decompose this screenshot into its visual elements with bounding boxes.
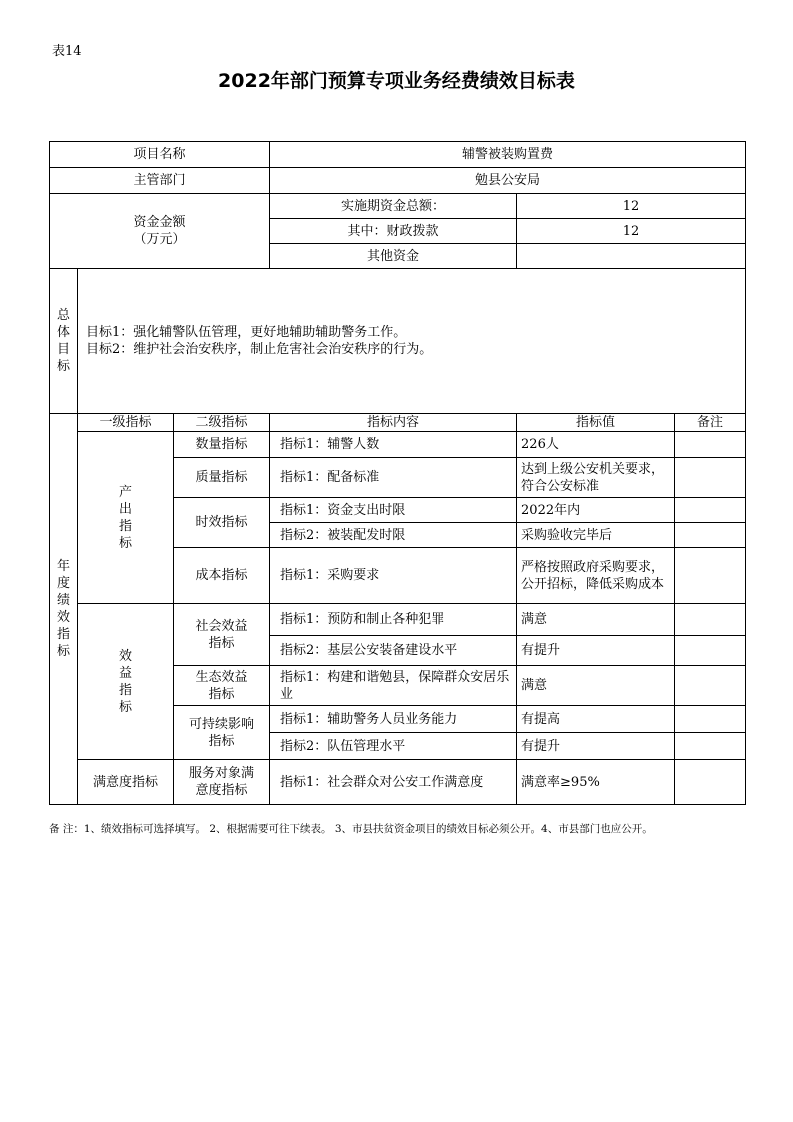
header-value: 指标值 xyxy=(517,414,675,432)
sustain-value-2: 有提升 xyxy=(517,733,675,760)
project-name-label: 项目名称 xyxy=(50,142,270,168)
annual-indicators-label-text: 年度绩效指标 xyxy=(56,559,70,659)
ecology-note xyxy=(675,666,746,706)
project-name-value: 辅警被装购置费 xyxy=(270,142,746,168)
header-content: 指标内容 xyxy=(270,414,517,432)
sustain-note-2 xyxy=(675,733,746,760)
performance-table xyxy=(49,141,746,805)
overall-goals-label-text: 总体目标 xyxy=(56,308,70,374)
table-number: 表14 xyxy=(52,44,82,59)
service-satisfaction-indicator: 服务对象满意度指标 xyxy=(174,760,270,805)
overall-goals-label xyxy=(50,269,78,414)
header-level1: 一级指标 xyxy=(78,414,174,432)
cost-note xyxy=(675,548,746,604)
ecology-value: 满意 xyxy=(517,666,675,706)
funds-unit: （万元） xyxy=(133,232,186,247)
satisfaction-indicator-label: 满意度指标 xyxy=(78,760,174,805)
quantity-indicator: 数量指标 xyxy=(174,432,270,458)
sustainability-indicator: 可持续影响指标 xyxy=(174,706,270,760)
social-benefit-indicator: 社会效益指标 xyxy=(174,604,270,666)
funds-label: 资金金额 xyxy=(133,215,186,230)
benefit-indicator-label xyxy=(78,604,174,760)
social-note-2 xyxy=(675,636,746,666)
funds-label-cell xyxy=(50,194,270,269)
header-note: 备注 xyxy=(675,414,746,432)
output-indicator-label xyxy=(78,432,174,604)
social-note-1 xyxy=(675,604,746,636)
dept-label: 主管部门 xyxy=(50,168,270,194)
service-value: 满意率≥95% xyxy=(517,760,675,805)
footnote: 备 注：1、绩效指标可选择填写。 2、根据需要可往下续表。 3、市县扶贫资金项目的绩效目标必须公开。4、市县部门也应公开。 xyxy=(49,823,653,835)
timeliness-note-1 xyxy=(675,498,746,523)
total-funds-label: 实施期资金总额： xyxy=(270,194,517,219)
service-note xyxy=(675,760,746,805)
sustain-content-1: 指标1：辅助警务人员业务能力 xyxy=(270,706,517,733)
fiscal-funds-value: 12 xyxy=(517,219,746,244)
service-content: 指标1：社会群众对公安工作满意度 xyxy=(270,760,517,805)
other-funds-value xyxy=(517,244,746,269)
goal-2: 目标2：维护社会治安秩序，制止危害社会治安秩序的行为。 xyxy=(86,342,433,357)
page-title: 2022年部门预算专项业务经费绩效目标表 xyxy=(218,70,575,92)
annual-indicators-label xyxy=(50,414,78,805)
benefit-indicator-label-text: 效益指标 xyxy=(118,648,132,715)
quantity-content: 指标1：辅警人数 xyxy=(270,432,517,458)
timeliness-value-1: 2022年内 xyxy=(517,498,675,523)
total-funds-value: 12 xyxy=(517,194,746,219)
quantity-note xyxy=(675,432,746,458)
ecology-benefit-indicator: 生态效益指标 xyxy=(174,666,270,706)
quantity-value: 226人 xyxy=(517,432,675,458)
cost-indicator: 成本指标 xyxy=(174,548,270,604)
timeliness-note-2 xyxy=(675,523,746,548)
quality-value: 达到上级公安机关要求，符合公安标准 xyxy=(517,458,675,498)
social-content-1: 指标1：预防和制止各种犯罪 xyxy=(270,604,517,636)
timeliness-content-1: 指标1：资金支出时限 xyxy=(270,498,517,523)
social-content-2: 指标2：基层公安装备建设水平 xyxy=(270,636,517,666)
other-funds-label: 其他资金 xyxy=(270,244,517,269)
cost-content: 指标1：采购要求 xyxy=(270,548,517,604)
fiscal-funds-label: 其中：财政拨款 xyxy=(270,219,517,244)
quality-indicator: 质量指标 xyxy=(174,458,270,498)
header-level2: 二级指标 xyxy=(174,414,270,432)
quality-content: 指标1：配备标准 xyxy=(270,458,517,498)
social-value-1: 满意 xyxy=(517,604,675,636)
timeliness-value-2: 采购验收完毕后 xyxy=(517,523,675,548)
cost-value: 严格按照政府采购要求，公开招标，降低采购成本 xyxy=(517,548,675,604)
sustain-note-1 xyxy=(675,706,746,733)
timeliness-indicator: 时效指标 xyxy=(174,498,270,548)
timeliness-content-2: 指标2：被装配发时限 xyxy=(270,523,517,548)
ecology-content: 指标1：构建和谐勉县，保障群众安居乐业 xyxy=(270,666,517,706)
dept-value: 勉县公安局 xyxy=(270,168,746,194)
overall-goals-content xyxy=(78,269,746,414)
output-indicator-label-text: 产出指标 xyxy=(118,484,132,551)
social-value-2: 有提升 xyxy=(517,636,675,666)
sustain-content-2: 指标2：队伍管理水平 xyxy=(270,733,517,760)
goal-1: 目标1：强化辅警队伍管理，更好地辅助辅助警务工作。 xyxy=(86,325,407,340)
sustain-value-1: 有提高 xyxy=(517,706,675,733)
quality-note xyxy=(675,458,746,498)
